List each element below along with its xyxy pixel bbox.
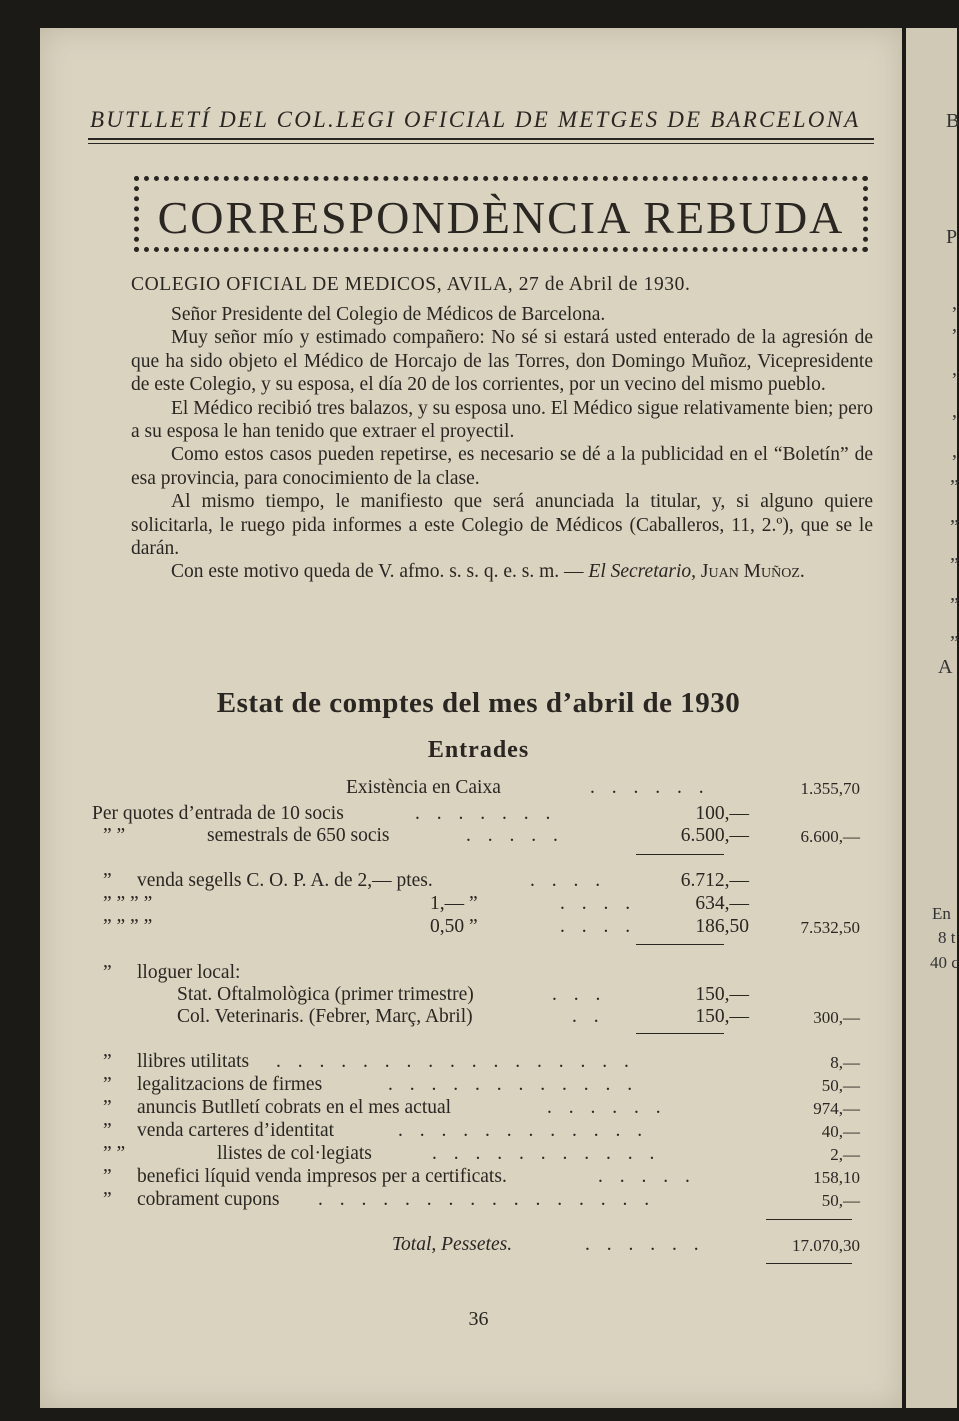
ledger-label: benefici líquid venda impresos per a certificats.: [137, 1166, 507, 1187]
adjacent-fragment: A: [938, 656, 953, 678]
letter-closing-text: Con este motivo queda de V. afmo. s. s. q. e. s. m. —: [171, 561, 584, 583]
sum-rule: [636, 854, 724, 855]
adjacent-fragment: ,: [952, 358, 957, 380]
ledger-row: ” ” ” ” 1,— ” . . . . 634,—: [103, 893, 749, 914]
ledger-row: ” ” ” ” 0,50 ” . . . . 186,50 7.532,50: [103, 916, 860, 937]
ledger-subtotal: 40,—: [821, 1122, 860, 1141]
adjacent-fragment: ”: [950, 476, 959, 498]
ledger-row: Per quotes d’entrada de 10 socis . . . . . . . 100,—: [92, 803, 749, 824]
ledger-subtotal: 7.532,50: [800, 918, 860, 937]
ditto-marks: ”: [103, 1051, 112, 1072]
adjacent-fragment: ,: [952, 314, 957, 336]
letter-paragraph: Al mismo tiempo, le manifiesto que será anunciada la titular, y, si alguno quiere solicitarla, le ruego pida informes a este Colegio de Médicos (Caballeros, 11, 2.º), que se le darán.: [131, 491, 873, 560]
ledger-subtotal: 974,—: [813, 1099, 860, 1118]
adjacent-fragment: ”: [950, 516, 959, 538]
adjacent-fragment: ,: [952, 400, 957, 422]
ledger-row: ” venda segells C. O. P. A. de 2,— ptes. . . . . 6.712,—: [103, 870, 749, 891]
ledger-label: venda segells C. O. P. A. de 2,— ptes.: [137, 870, 433, 891]
ditto-marks: ” ” ” ”: [103, 916, 153, 937]
letter-closing: [131, 560, 873, 583]
adjacent-fragment: ”: [950, 632, 959, 654]
ledger-amount: 186,50: [695, 916, 749, 937]
running-head: BUTLLETÍ DEL COL.LEGI OFICIAL DE METGES DE BARCELONA: [90, 107, 861, 132]
adjacent-fragment: ”: [950, 554, 959, 576]
ditto-marks: ” ”: [103, 825, 126, 846]
ledger-row: ” anuncis Butlletí cobrats en el mes actual . . . . . . 974,—: [103, 1097, 860, 1118]
ledger-amount: 150,—: [695, 984, 749, 1005]
ledger-label: cobrament cupons: [137, 1189, 280, 1210]
ledger-amount: 6.712,—: [680, 870, 749, 891]
letter: [131, 274, 873, 584]
adjacent-fragment: ”: [950, 594, 959, 616]
ledger-label: Existència en Caixa: [346, 777, 501, 798]
letter-paragraph: Muy señor mío y estimado compañero: No sé si estará usted enterado de la agresión de que ha sido objeto el Médico de Horcajo de las Torres, don Domingo Muñoz, Vicepresidente de este Colegio, y su esposa, el día 20 de los corrientes, por un vecino del mismo pueblo.: [131, 327, 873, 396]
accounts-title: Estat de comptes del mes d’abril de 1930: [216, 687, 741, 719]
ledger-row: ” llibres utilitats . . . . . . . . . . . . . . . . . 8,—: [103, 1051, 860, 1072]
ditto-marks: ”: [103, 1120, 112, 1141]
letter-dateline: COLEGIO OFICIAL DE MEDICOS, AVILA, 27 de Abril de 1930.: [131, 274, 691, 295]
ledger-amount: 150,—: [695, 1006, 749, 1027]
ledger-subtotal: 8,—: [830, 1053, 860, 1072]
ledger-label: llibres utilitats: [137, 1051, 250, 1072]
sum-rule: [766, 1219, 852, 1220]
ditto-marks: ”: [103, 1074, 112, 1095]
ledger-row: ” legalitzacions de firmes . . . . . . . . . . . . 50,—: [103, 1074, 860, 1095]
ditto-marks: ” ”: [103, 1143, 126, 1164]
ledger-row: ” ” llistes de col·legiats . . . . . . . . . . . 2,—: [103, 1143, 860, 1164]
ledger-label: 0,50 ”: [430, 916, 478, 937]
ledger-subtotal: 6.600,—: [800, 827, 860, 846]
letter-paragraph: Como estos casos pueden repetirse, es necesario se dé a la publicidad en el “Boletín” de esa provincia, para conocimiento de la clase.: [131, 444, 873, 489]
adjacent-fragment: ,: [952, 440, 957, 462]
ledger-row: Existència en Caixa . . . . . . 1.355,70: [346, 777, 860, 798]
entrades-heading: Entrades: [427, 737, 530, 763]
ledger-label: legalitzacions de firmes: [137, 1074, 323, 1095]
ledger-row: Stat. Oftalmològica (primer trimestre) . . . 150,—: [177, 984, 749, 1005]
total-label: Total, Pessetes.: [392, 1234, 513, 1255]
ledger-label: 1,— ”: [430, 893, 478, 914]
ledger-subtotal: 50,—: [821, 1076, 860, 1095]
adjacent-fragment: P: [946, 226, 958, 248]
sum-rule: [636, 944, 724, 945]
ledger-subtotal: 1.355,70: [800, 779, 860, 798]
adjacent-fragment: ,: [952, 292, 957, 314]
adjacent-fragment: En: [932, 904, 951, 923]
ledger-subtotal: 300,—: [813, 1008, 860, 1027]
header-rule: [88, 143, 874, 144]
ledger-label: semestrals de 650 socis: [207, 825, 390, 846]
adjacent-fragment: B: [946, 110, 959, 132]
ledger-row: ” cobrament cupons . . . . . . . . . . . . . . . . 50,—: [103, 1189, 860, 1210]
page-number: 36: [468, 1308, 489, 1330]
ditto-marks: ”: [103, 1166, 112, 1187]
ditto-marks: ”: [103, 1189, 112, 1210]
ledger-row: ” venda carteres d’identitat . . . . . . . . . . . . 40,—: [103, 1120, 860, 1141]
ledger-row: Col. Veterinaris. (Febrer, Març, Abril) . . 150,— 300,—: [177, 1006, 860, 1027]
ditto-marks: ”: [103, 962, 112, 983]
sum-rule: [636, 1033, 724, 1034]
ledger-amount: 6.500,—: [680, 825, 749, 846]
ledger-label: lloguer local:: [137, 962, 241, 983]
letter-salutation: Señor Presidente del Colegio de Médicos de Barcelona.: [171, 304, 606, 325]
letter-paragraph: El Médico recibió tres balazos, y su esposa uno. El Médico sigue relativamente bien; pero a su esposa le han tenido que extraer el proyectil.: [131, 397, 873, 443]
ledger-amount: 634,—: [695, 893, 749, 914]
ledger-subtotal: 158,10: [813, 1168, 860, 1187]
ditto-marks: ”: [103, 870, 112, 891]
ledger-label: Stat. Oftalmològica (primer trimestre): [177, 984, 474, 1005]
total-amount: 17.070,30: [792, 1236, 860, 1255]
ledger-subtotal: 50,—: [821, 1191, 860, 1210]
total-rule: [766, 1263, 852, 1264]
letter-signature-role: El Secretario,: [588, 561, 697, 583]
ledger-label: Per quotes d’entrada de 10 socis: [92, 803, 344, 824]
ledger-label: llistes de col·legiats: [217, 1143, 372, 1164]
ditto-marks: ”: [103, 1097, 112, 1118]
ledger-row: ” benefici líquid venda impresos per a certificats. . . . . . 158,10: [103, 1166, 860, 1187]
section-title: CORRESPONDÈNCIA REBUDA: [157, 192, 845, 243]
ditto-marks: ” ” ” ”: [103, 893, 153, 914]
adjacent-fragment: 40 c: [930, 953, 959, 972]
adjacent-fragment: 8 t: [938, 928, 956, 947]
section-title-frame: [134, 176, 868, 252]
ledger-total-row: Total, Pessetes. . . . . . . 17.070,30: [392, 1234, 860, 1255]
header-rule: [88, 138, 874, 140]
ledger-amount: 100,—: [695, 803, 749, 824]
ledger-label: Col. Veterinaris. (Febrer, Març, Abril): [177, 1006, 473, 1027]
ledger-row: ” ” semestrals de 650 socis . . . . . 6.500,— 6.600,—: [103, 825, 860, 846]
ledger-label: venda carteres d’identitat: [137, 1120, 335, 1141]
ledger-subtotal: 2,—: [830, 1145, 860, 1164]
ledger-label: anuncis Butlletí cobrats en el mes actual: [137, 1097, 452, 1118]
letter-signature-name: Juan Muñoz.: [700, 561, 805, 583]
